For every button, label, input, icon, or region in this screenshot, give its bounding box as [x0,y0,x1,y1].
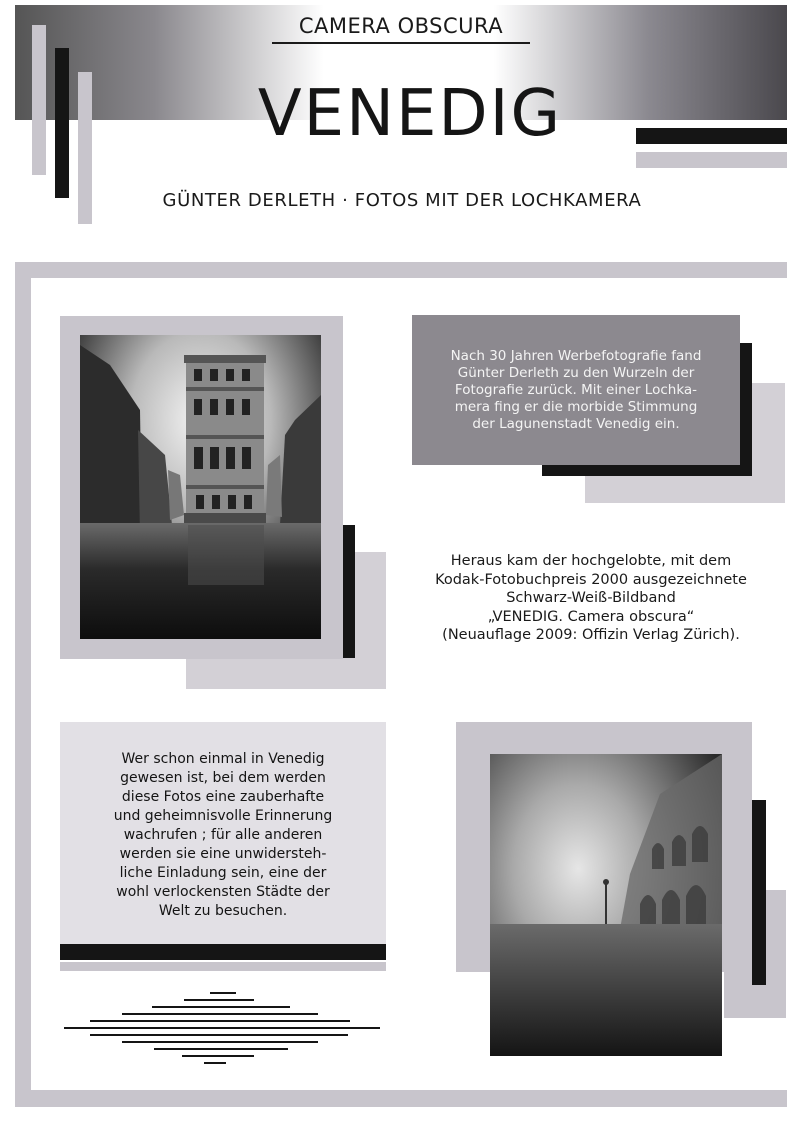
decorative-bar [636,128,787,144]
text-line: wohl verlockensten Städte der [116,884,330,900]
text-line: Nach 30 Jahren Werbefotografie fand [450,347,702,364]
text-line: „VENEDIG. Camera obscura“ [487,608,695,625]
venice-canal-photo [80,335,321,639]
text-line: und geheimnisvolle Erinnerung [113,808,333,824]
decorative-bar [636,152,787,168]
foggy-piazza-photo [490,754,722,1056]
decorative-lines [64,990,380,1065]
text-line: Fotografie zurück. Mit einer Lochka- [454,381,698,398]
text-line: Heraus kam der hochgelobte, mit dem [450,553,732,569]
decorative-bar [32,25,46,175]
decorative-bar [752,800,766,985]
text-line: diese Fotos eine zauberhafte [121,789,325,805]
decorative-bar [55,48,69,198]
text-line: mera fing er die morbide Stimmung [454,398,698,415]
text-line: der Lagunenstadt Venedig ein. [472,415,680,432]
invitation-text-box [60,722,386,944]
book-info-text [396,552,786,645]
frame-border-left [15,262,31,1107]
text-line: gewesen ist, bei dem werden [120,770,326,786]
decorative-bar [342,525,355,658]
page-title: VENEDIG [257,77,563,151]
text-line: werden sie eine unwidersteh- [119,846,327,862]
intro-text-box [412,315,740,465]
text-line: Wer schon einmal in Venedig [121,751,325,767]
series-title: CAMERA OBSCURA [272,14,530,44]
text-line: wachrufen ; für alle anderen [123,827,323,843]
decorative-bar [60,962,386,971]
frame-border-bottom [15,1090,787,1107]
decorative-bar [60,944,386,960]
text-line: liche Einladung sein, eine der [119,865,327,881]
subtitle: GÜNTER DERLETH · FOTOS MIT DER LOCHKAMERA [162,190,642,211]
frame-border-top [15,262,787,278]
text-line: Schwarz-Weiß-Bildband [506,590,676,606]
text-line: (Neuauflage 2009: Offizin Verlag Zürich). [442,627,740,643]
text-line: Kodak-Fotobuchpreis 2000 ausgezeichnete [435,571,747,588]
text-line: Welt zu besuchen. [158,903,288,919]
text-line: Günter Derleth zu den Wurzeln der [457,364,695,381]
